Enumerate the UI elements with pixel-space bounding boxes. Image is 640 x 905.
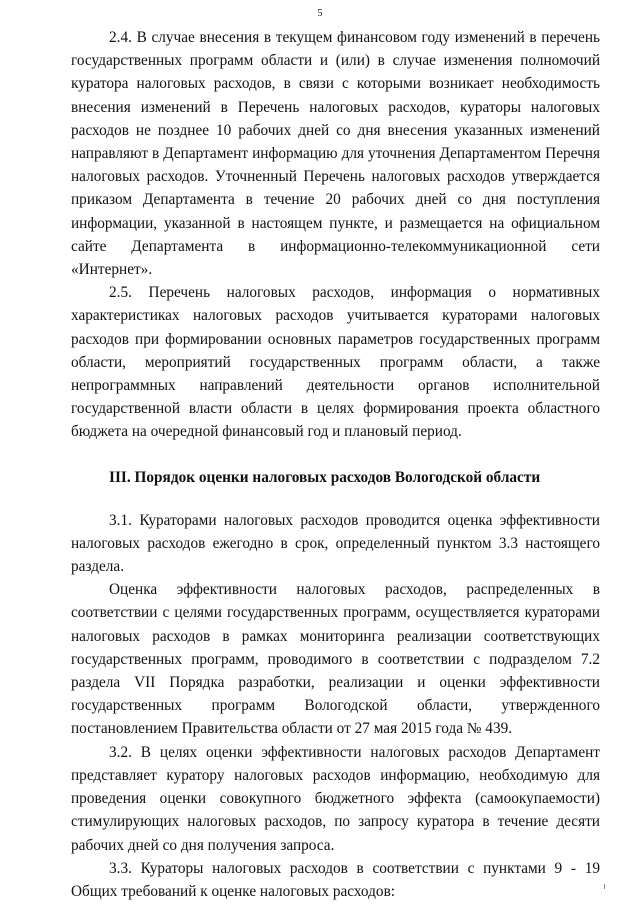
paragraph-3-3: 3.3. Кураторы налоговых расходов в соответствии с пунктами 9 - 19 Общих требований к оценке налоговых расходов: bbox=[71, 859, 600, 900]
section-heading: III. Порядок оценки налоговых расходов Вологодской области bbox=[109, 468, 541, 486]
paragraph-evaluation: Оценка эффективности налоговых расходов, распределенных в соответствии с целями государственных программ, осуществляется кураторами налоговых расходов в рамках мониторинга реализации соответствующих государственных программ, проводимого в соответствии с подразделом 7.2 раздела VII Порядка разработки, реализации и оценки эффективности государственных программ Вологодской области, утвержденного постановлением Правительства области от 27 мая 2015 года № 439. bbox=[71, 581, 600, 738]
paragraph-2-5: 2.5. Перечень налоговых расходов, информация о нормативных характеристиках налоговых расходов учитывается кураторами налоговых расходов при формировании основных параметров государственных программ области, мероприятий государственных программ области, а также непрограммных направлений деятельности органов исполнительной государственной власти области в целях формирования проекта областного бюджета на очередной финансовый год и плановый период. bbox=[71, 284, 600, 441]
paragraph-3-1: 3.1. Кураторами налоговых расходов проводится оценка эффективности налоговых расходов ежегодно в срок, определенный пунктом 3.3 настоящего раздела. bbox=[71, 511, 600, 576]
paragraph-2-4: 2.4. В случае внесения в текущем финансовом году изменений в перечень государственных программ области и (или) в случае изменения полномочий куратора налоговых расходов, в связи с которыми возникает необходимость внесения изменений в Перечень налоговых расходов, кураторы налоговых расходов не позднее 10 рабочих дней со дня внесения указанных изменений направляют в Департамент информацию для уточнения Департаментом Перечня налоговых расходов. Уточненный Перечень налоговых расходов утверждается приказом Департамента в течение 20 рабочих дней со дня поступления информации, указанной в настоящем пункте, и размещается на официальном сайте Департамента в информационно-телекоммуникационной сети «Интернет». bbox=[71, 29, 600, 279]
page-number: 5 bbox=[317, 8, 323, 19]
document-body bbox=[71, 26, 600, 903]
paragraph-3-2: 3.2. В целях оценки эффективности налоговых расходов Департамент представляет куратору налоговых расходов информацию, необходимую для проведения оценки совокупного бюджетного эффекта (самоокупаемости) стимулирующих налоговых расходов, по запросу куратора в течение десяти рабочих дней со дня получения запроса. bbox=[71, 743, 600, 854]
scan-mark bbox=[604, 884, 605, 889]
